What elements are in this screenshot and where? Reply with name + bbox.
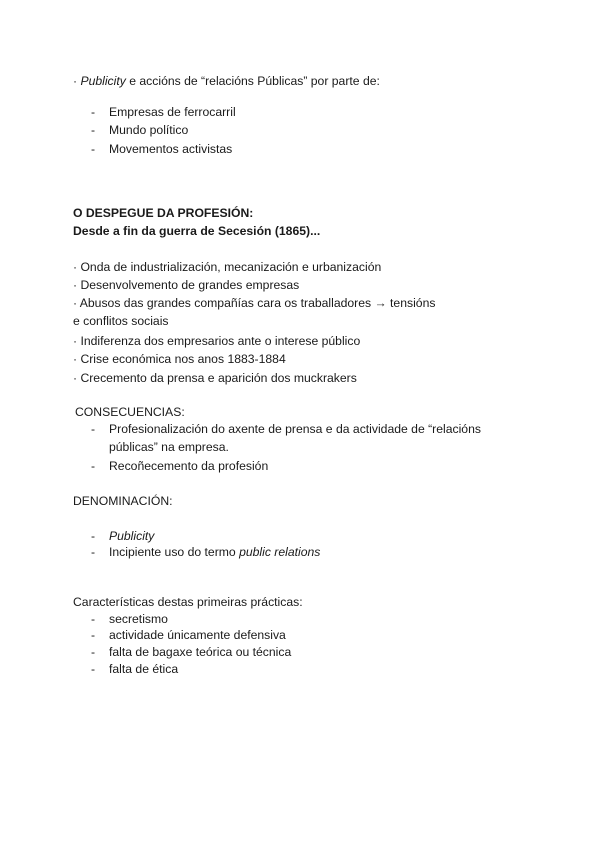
list-dash: - [91,612,96,626]
cause-line-6: · Crecemento da prensa e aparición dos muckrakers [73,371,357,385]
denomination-item-2-prefix: Incipiente uso do termo [109,545,240,559]
cause-line-5: · Crise económica nos anos 1883-1884 [73,352,286,366]
list-dash: - [91,628,96,642]
denomination-item-1: Publicity [109,529,155,543]
list-dash: - [91,545,96,559]
characteristic-item-2: actividade únicamente defensiva [109,628,286,642]
intro-item-2: Mundo político [109,123,189,137]
list-dash: - [91,645,96,659]
characteristic-item-3: falta de bagaxe teórica ou técnica [109,645,292,659]
denomination-item-2-term: public relations [239,545,321,559]
intro-item-1: Empresas de ferrocarril [109,105,236,119]
intro-line [73,73,380,89]
list-dash: - [91,529,96,543]
list-dash: - [91,662,96,676]
intro-bullet: · [73,74,78,88]
cause-line-1: · Onda de industrialización, mecanización e urbanización [73,260,382,274]
intro-item-3: Movementos activistas [109,142,233,156]
characteristic-item-1: secretismo [109,612,168,626]
list-dash: - [91,105,96,119]
cause-line-3-cont: e conflitos sociais [73,314,169,328]
list-dash: - [91,142,96,156]
section-subtitle: Desde a fin da guerra de Secesión (1865)... [73,224,321,238]
consequence-item-2: Recoñecemento da profesión [109,459,269,473]
characteristics-label: Características destas primeiras prácticas: [73,595,303,609]
intro-text: e accións de “relacións Públicas” por parte de: [125,74,380,88]
consequence-item-1-line-2: públicas” na empresa. [109,440,229,454]
cause-line-2: · Desenvolvemento de grandes empresas [73,278,300,292]
cause-line-3: · Abusos das grandes compañías cara os traballadores → tensións [73,296,436,310]
consequences-label: CONSECUENCIAS: [75,405,185,419]
denomination-label: DENOMINACIÓN: [73,494,173,508]
section-title: O DESPEGUE DA PROFESIÓN: [73,206,254,220]
consequence-item-1-line-1: Profesionalización do axente de prensa e da actividade de “relacións [109,422,481,436]
list-dash: - [91,123,96,137]
list-dash: - [91,459,96,473]
denomination-item-2 [109,544,320,560]
characteristic-item-4: falta de ética [109,662,179,676]
intro-italic-term: Publicity [80,74,126,88]
list-dash: - [91,422,96,436]
cause-line-4: · Indiferenza dos empresarios ante o interese público [73,334,361,348]
